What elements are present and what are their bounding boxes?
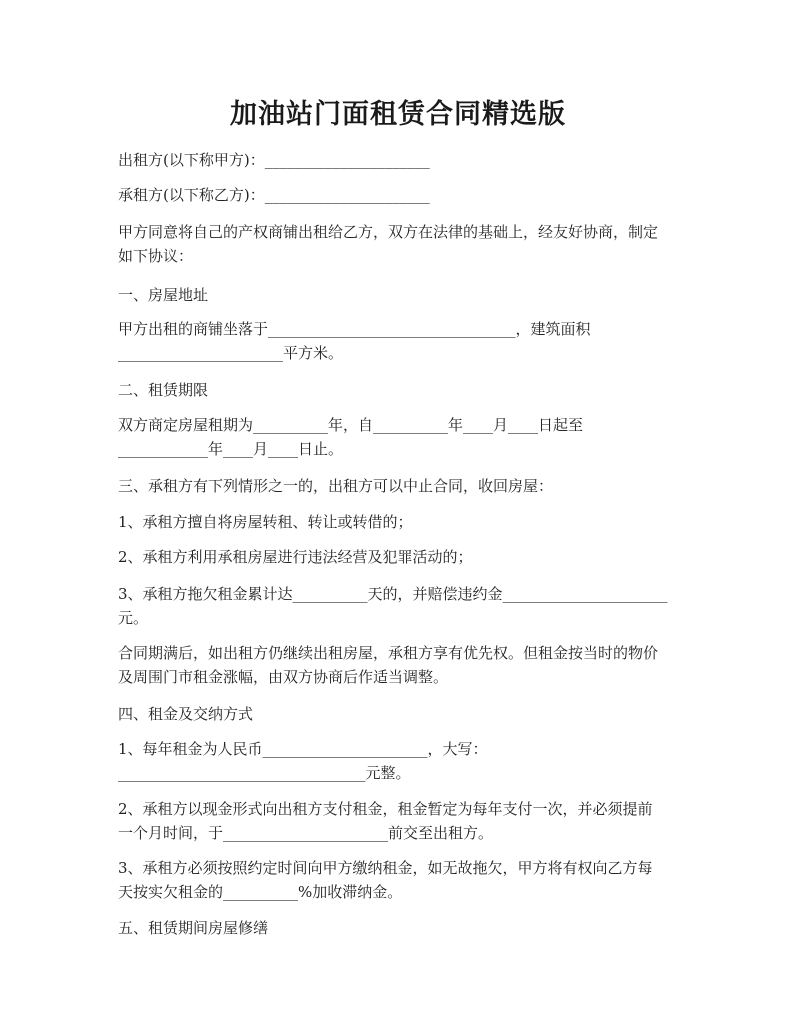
paragraph-renewal-line-1: 合同期满后，如出租方仍继续出租房屋，承租方享有优先权。但租金按当时的物价 [118, 644, 659, 662]
document-title: 加油站门面租赁合同精选版 [230, 99, 566, 130]
paragraph-address-line-2: ______________________平方米。 [118, 344, 344, 362]
paragraph-intro-line-2: 如下协议： [118, 247, 194, 265]
list-item-rent-2-line-1: 2、承租方以现金形式向出租方支付租金，租金暂定为每年支付一次，并必须提前 [118, 800, 653, 818]
section-heading-termination: 三、承租方有下列情形之一的，出租方可以中止合同，收回房屋： [118, 477, 554, 495]
section-heading-address: 一、房屋地址 [118, 286, 209, 304]
paragraph-address-line-1: 甲方出租的商铺坐落于_________________________________，建筑面积 [118, 320, 591, 338]
list-item-rent-3-line-1: 3、承租方必须按照约定时间向甲方缴纳租金，如无故拖欠，甲方将有权向乙方每 [118, 859, 653, 877]
section-heading-term: 二、租赁期限 [118, 381, 209, 399]
clause-lessor: 出租方(以下称甲方)：______________________ [118, 151, 430, 169]
list-item-rent-1-line-2: _________________________________元整。 [118, 764, 411, 782]
clause-lessee: 承租方(以下称乙方)：______________________ [118, 186, 430, 204]
section-heading-rent: 四、租金及交纳方式 [118, 705, 254, 723]
paragraph-term-line-1: 双方商定房屋租期为__________年，自__________年____月____日起至 [118, 416, 584, 434]
paragraph-term-line-2: ____________年____月____日止。 [118, 440, 344, 458]
paragraph-renewal-line-2: 及周围门市租金涨幅，由双方协商后作适当调整。 [118, 668, 449, 686]
section-heading-repairs: 五、租赁期间房屋修缮 [118, 919, 269, 937]
list-item-rent-2-line-2: 一个月时间，于______________________前交至出租方。 [118, 824, 494, 842]
paragraph-intro-line-1: 甲方同意将自己的产权商铺出租给乙方，双方在法律的基础上，经友好协商，制定 [118, 223, 659, 241]
list-item-termination-3-line-1: 3、承租方拖欠租金累计达__________天的，并赔偿违约金______________________ [118, 585, 668, 603]
list-item-termination-3-line-2: 元。 [118, 609, 149, 627]
list-item-rent-3-line-2: 天按实欠租金的__________%加收滞纳金。 [118, 883, 403, 901]
list-item-termination-2: 2、承租方利用承租房屋进行违法经营及犯罪活动的； [118, 548, 473, 566]
list-item-rent-1-line-1: 1、每年租金为人民币______________________，大写： [118, 740, 488, 758]
list-item-termination-1: 1、承租方擅自将房屋转租、转让或转借的； [118, 513, 413, 531]
